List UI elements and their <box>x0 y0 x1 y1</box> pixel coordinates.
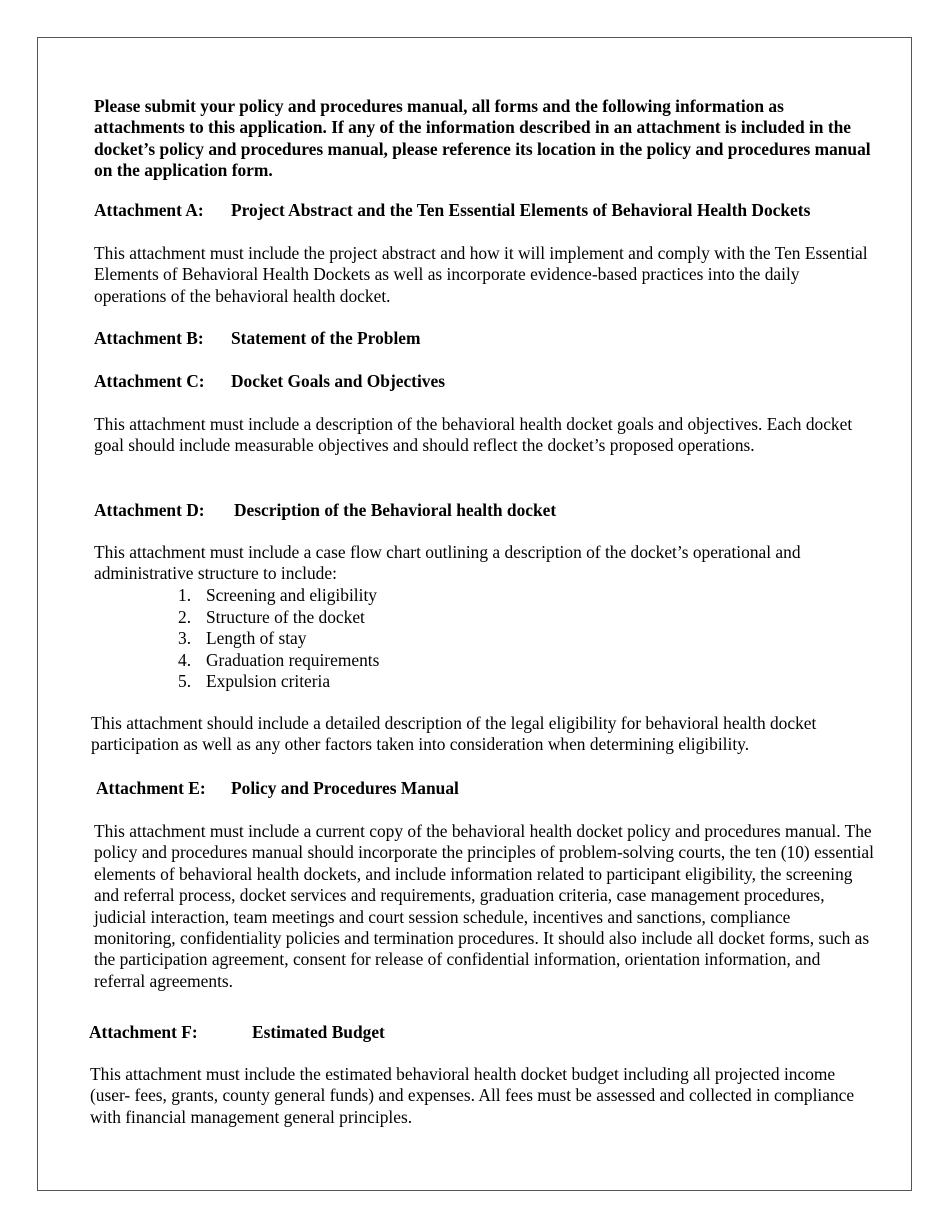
attachment-f-body: This attachment must include the estimated behavioral health docket budget including all projected income (user- fees, grants, county general funds) and expenses. All fees must be assessed and collected in compliance with financial management general principles. <box>90 1064 855 1127</box>
attachment-f-label: Attachment F: <box>89 1022 198 1042</box>
attachment-b-title: Statement of the Problem <box>231 328 421 348</box>
attachment-e-heading <box>96 778 459 799</box>
intro-instructions: Please submit your policy and procedures manual, all forms and the following information as attachments to this application. If any of the information described in an attachment is included in the docket’s policy and procedures manual, please reference its location in the policy and procedures manual on the application form. <box>94 96 871 181</box>
attachment-f-title: Estimated Budget <box>252 1022 385 1042</box>
attachment-e-title: Policy and Procedures Manual <box>231 778 459 798</box>
attachment-e-label: Attachment E: <box>96 778 206 798</box>
list-item: 1. Screening and eligibility <box>178 585 377 605</box>
attachment-d-label: Attachment D: <box>94 500 205 520</box>
list-item: 2. Structure of the docket <box>178 606 365 627</box>
attachment-f-heading <box>89 1022 385 1043</box>
list-item: 5. Expulsion criteria <box>178 671 331 691</box>
attachment-c-body: This attachment must include a description of the behavioral health docket goals and objectives. Each docket goal should include measurable objectives and should reflect the docket’s proposed operations. <box>94 414 853 456</box>
attachment-a-label: Attachment A: <box>94 200 204 220</box>
attachment-d-body: This attachment must include a case flow chart outlining a description of the docket’s operational and administrative structure to include: <box>94 542 801 584</box>
list-item: 4. Graduation requirements <box>178 649 380 670</box>
attachment-c-heading <box>94 371 445 392</box>
attachment-e-body: This attachment must include a current copy of the behavioral health docket policy and procedures manual. The policy and procedures manual should incorporate the principles of problem-solving courts, the ten (10) essential elements of behavioral health dockets, and include information related to participant eligibility, the screening and referral process, docket services and requirements, graduation criteria, case management procedures, judicial interaction, team meetings and court session schedule, incentives and sanctions, compliance monitoring, confidentiality policies and termination procedures. It should also include all docket forms, such as the participation agreement, consent for release of confidential information, orientation information, and referral agreements. <box>94 821 874 991</box>
attachment-a-heading <box>94 200 810 221</box>
attachment-a-title: Project Abstract and the Ten Essential Elements of Behavioral Health Dockets <box>231 200 811 220</box>
attachment-d-list <box>178 585 379 693</box>
attachment-b-heading <box>94 328 420 349</box>
attachment-a-body: This attachment must include the project abstract and how it will implement and comply with the Ten Essential Elements of Behavioral Health Dockets as well as incorporate evidence-based practices into the daily operations of the behavioral health docket. <box>94 243 868 306</box>
attachment-c-label: Attachment C: <box>94 371 205 391</box>
attachment-d-eligibility: This attachment should include a detailed description of the legal eligibility for behavioral health docket participation as well as any other factors taken into consideration when determining eligibility. <box>91 713 817 755</box>
attachment-d-title: Description of the Behavioral health docket <box>234 500 557 520</box>
list-item: 3. Length of stay <box>178 628 307 648</box>
attachment-b-label: Attachment B: <box>94 328 204 348</box>
attachment-c-title: Docket Goals and Objectives <box>231 371 445 391</box>
attachment-d-heading <box>94 500 556 521</box>
